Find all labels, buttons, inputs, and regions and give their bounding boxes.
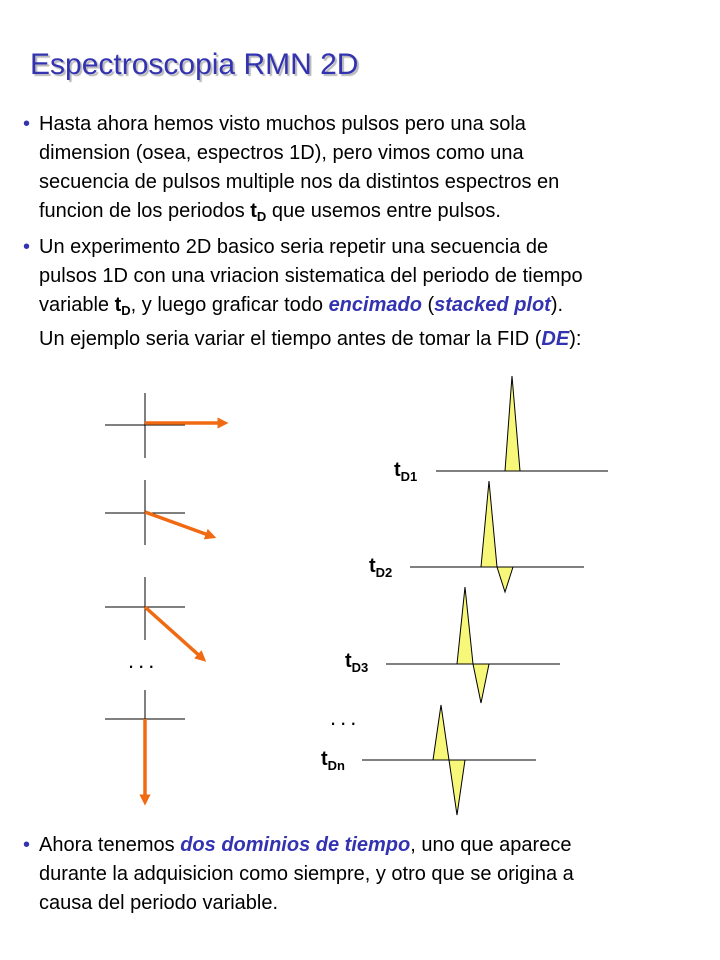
negative-peak bbox=[473, 664, 489, 703]
bullet2-line3-end: ). bbox=[550, 294, 564, 316]
label-td1 bbox=[394, 459, 417, 488]
spectrum-td2 bbox=[410, 481, 584, 592]
negative-peak bbox=[449, 760, 465, 815]
spectrum-td3 bbox=[386, 587, 560, 703]
bullet2-line1: Un experimento 2D basico seria repetir una secuencia de bbox=[39, 236, 549, 258]
bullet3-line3: causa del periodo variable. bbox=[39, 892, 279, 914]
label-td2 bbox=[369, 555, 392, 584]
label-td3 bbox=[345, 650, 368, 679]
bullet2-line3-text: variable bbox=[39, 294, 115, 316]
bullet2-line3-paren: ( bbox=[421, 294, 435, 316]
emphasis-de: DE bbox=[541, 328, 570, 350]
spectrum-tdn bbox=[362, 705, 536, 815]
emphasis-dos-dominios: dos dominios de tiempo bbox=[180, 834, 411, 856]
bullet1-line4-end: que usemos entre pulsos. bbox=[266, 200, 501, 222]
td-subscript: D bbox=[256, 209, 267, 224]
label-sub: D2 bbox=[375, 565, 393, 580]
label-t: t bbox=[345, 650, 352, 672]
vector-diagram-3 bbox=[105, 577, 202, 658]
vector-diagram-4 bbox=[105, 690, 185, 800]
label-t: t bbox=[394, 459, 401, 481]
bullet1-line2: dimension (osea, espectros 1D), pero vimos como una bbox=[39, 142, 524, 164]
bullet3-line1-text: Ahora tenemos bbox=[39, 834, 181, 856]
bullet2-line3-text-b: , y luego graficar todo bbox=[130, 294, 329, 316]
bullet-marker: • bbox=[23, 834, 31, 856]
positive-peak bbox=[481, 481, 497, 567]
bullet2-line4-text: Un ejemplo seria variar el tiempo antes de tomar la FID ( bbox=[39, 328, 542, 350]
bullet2-line2: pulsos 1D con una vriacion sistematica del periodo de tiempo bbox=[39, 265, 583, 287]
bullet-paragraph-3 bbox=[23, 831, 574, 918]
vector-diagram-2 bbox=[105, 480, 211, 545]
magnetization-arrow bbox=[145, 512, 211, 536]
emphasis-encimado: encimado bbox=[328, 294, 422, 316]
bullet2-line4-end: ): bbox=[569, 328, 582, 350]
positive-peak bbox=[457, 587, 473, 664]
bullet-marker: • bbox=[23, 236, 31, 258]
label-sub: D1 bbox=[400, 469, 418, 484]
vector-diagram-1 bbox=[105, 393, 223, 458]
label-t: t bbox=[321, 748, 328, 770]
td-subscript: D bbox=[121, 303, 131, 318]
emphasis-stacked-plot: stacked plot bbox=[434, 294, 551, 316]
bullet3-line1-end: , uno que aparece bbox=[410, 834, 572, 856]
bullet3-line2: durante la adquisicion como siempre, y otro que se origina a bbox=[39, 863, 574, 885]
label-t: t bbox=[369, 555, 376, 577]
bullet1-line4-text: funcion de los periodos bbox=[39, 200, 251, 222]
bullet1-line1: Hasta ahora hemos visto muchos pulsos pero una sola bbox=[39, 113, 526, 135]
positive-peak bbox=[505, 376, 520, 471]
label-tdn bbox=[321, 748, 345, 777]
vector-ellipsis: ... bbox=[128, 648, 159, 673]
label-sub: D3 bbox=[351, 660, 369, 675]
bullet-marker: • bbox=[23, 113, 31, 135]
td-variable: t bbox=[250, 200, 257, 222]
spectrum-td1 bbox=[436, 376, 608, 471]
spectrum-ellipsis: ... bbox=[330, 705, 361, 730]
negative-peak bbox=[497, 567, 513, 592]
page-title: Espectroscopia RMN 2D bbox=[30, 48, 359, 81]
positive-peak bbox=[433, 705, 449, 760]
bullet1-line3: secuencia de pulsos multiple nos da distintos espectros en bbox=[39, 171, 560, 193]
td-variable: t bbox=[114, 294, 122, 316]
label-sub: Dn bbox=[327, 758, 346, 773]
